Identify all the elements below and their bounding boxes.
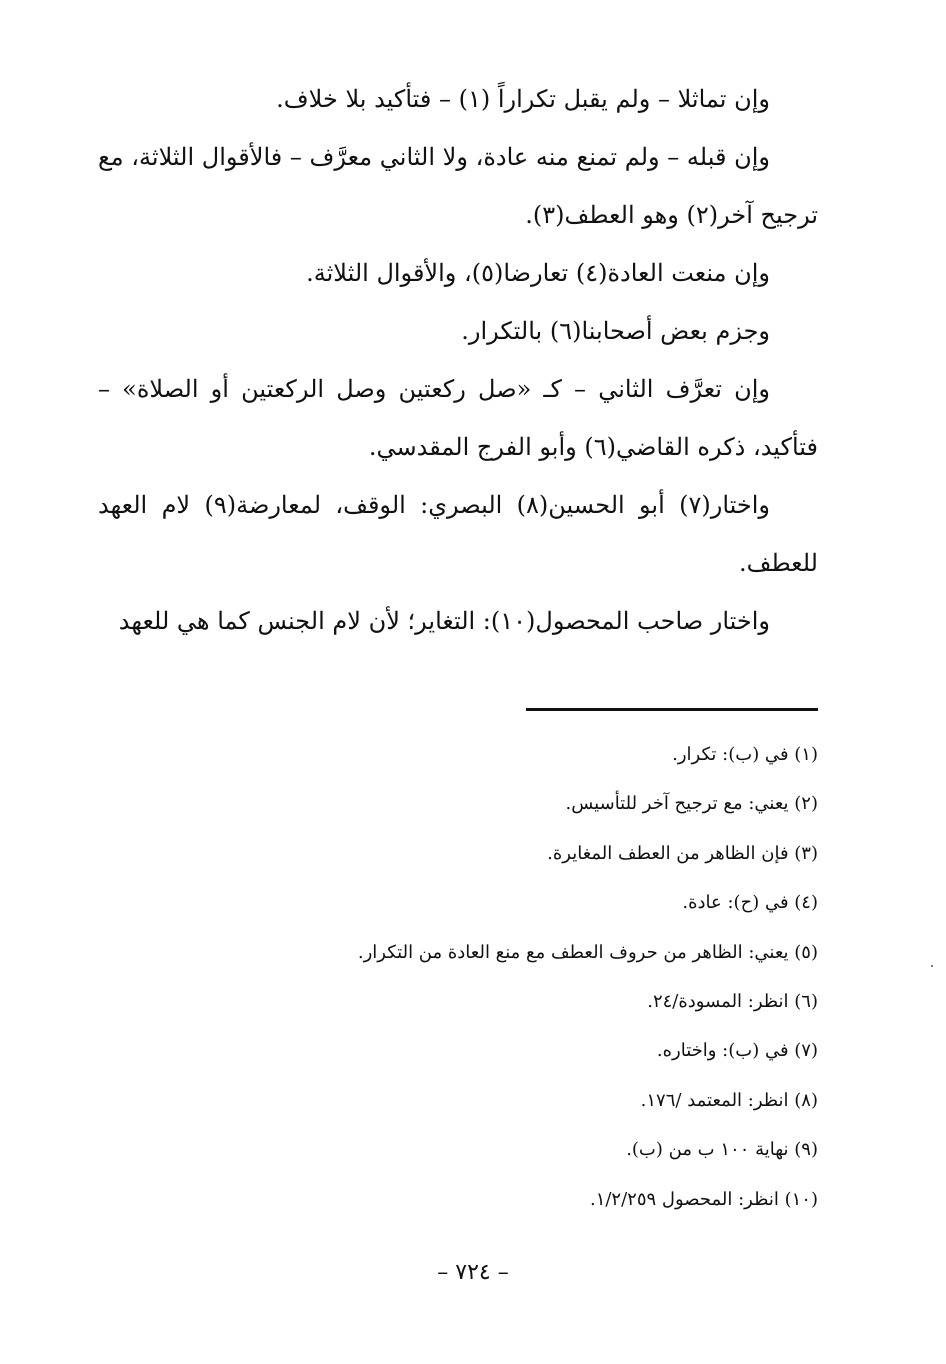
- footnote-8: (٨) انظر: المعتمد /١٧٦.: [640, 1089, 818, 1111]
- footnote-1: (١) في (ب): تكرار.: [672, 744, 818, 765]
- page-number: – ٧٢٤ –: [437, 1260, 509, 1285]
- footnote-5: (٥) يعني: الظاهر من حروف العطف مع منع العادة من التكرار.: [357, 941, 818, 963]
- footnote-separator: [526, 708, 818, 711]
- line-6-2: للعطف.: [739, 549, 818, 577]
- footnote-7: (٧) في (ب): واختاره.: [656, 1040, 818, 1062]
- line-4-1: وجزم بعض أصحابنا(٦) بالتكرار.: [461, 317, 770, 345]
- paragraph-1: [98, 70, 818, 128]
- footnote-10: (١٠) انظر: المحصول ١/٢/٢٥٩.: [589, 1188, 818, 1210]
- paragraph-6: [98, 476, 818, 592]
- line-2-1: وإن قبله – ولم تمنع منه عادة، ولا الثاني معرَّف – فالأقوال الثلاثة، مع: [98, 143, 770, 171]
- line-5-2: فتأكيد، ذكره القاضي(٦) وأبو الفرج المقدسي.: [368, 433, 818, 461]
- line-2-2: ترجيح آخر(٢) وهو العطف(٣).: [525, 201, 818, 229]
- line-5-1: وإن تعرَّف الثاني – كـ «صل ركعتين وصل الركعتين أو الصلاة» –: [98, 375, 770, 403]
- scan-speck: [931, 965, 933, 967]
- paragraph-5: [98, 360, 818, 476]
- line-7-1: واختار صاحب المحصول(١٠): التغاير؛ لأن لام الجنس كما هي للعهد: [118, 607, 770, 635]
- footnote-4: (٤) في (ح): عادة.: [682, 892, 818, 914]
- paragraph-7: [98, 592, 818, 650]
- footnote-9: (٩) نهاية ١٠٠ ب من (ب).: [626, 1139, 818, 1161]
- line-1-1: وإن تماثلا – ولم يقبل تكراراً (١) – فتأكيد بلا خلاف.: [276, 85, 770, 113]
- paragraph-4: [98, 302, 818, 360]
- footnote-3: (٣) فإن الظاهر من العطف المغايرة.: [547, 842, 818, 864]
- paragraph-2: [98, 128, 818, 244]
- main-text: [98, 70, 818, 650]
- line-3-1: وإن منعت العادة(٤) تعارضا(٥)، والأقوال الثلاثة.: [306, 259, 770, 287]
- footnote-2: (٢) يعني: مع ترجيح آخر للتأسيس.: [565, 793, 818, 815]
- paragraph-3: [98, 244, 818, 302]
- footnote-6: (٦) انظر: المسودة/٢٤.: [647, 991, 818, 1013]
- line-6-1: واختار(٧) أبو الحسين(٨) البصري: الوقف، لمعارضة(٩) لام العهد: [98, 491, 770, 519]
- footnotes: [98, 730, 818, 1224]
